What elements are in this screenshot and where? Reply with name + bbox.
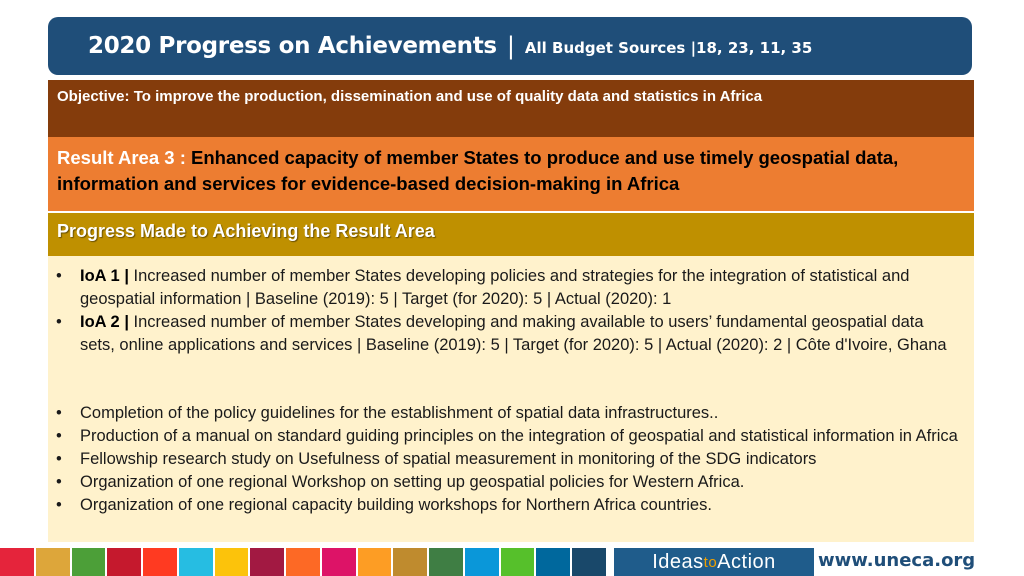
ioa-separator: | xyxy=(119,267,134,285)
list-item xyxy=(48,494,968,517)
sdg-color-block-3 xyxy=(72,548,106,576)
page-subtitle: All Budget Sources |18, 23, 11, 35 xyxy=(524,39,813,57)
sdg-color-block-12 xyxy=(393,548,427,576)
sdg-color-strip xyxy=(0,548,608,576)
result-area-label: Result Area 3 : xyxy=(57,147,186,168)
bullet: • xyxy=(56,404,62,422)
logo-text-action: Action xyxy=(717,550,776,573)
activity-list xyxy=(48,402,968,517)
ideas-to-action-logo xyxy=(614,548,814,576)
activity-text: Organization of one regional capacity building workshops for Northern Africa countries. xyxy=(80,496,712,514)
logo-text-ideas: Ideas xyxy=(652,550,704,573)
list-item xyxy=(48,425,968,448)
activity-text: Fellowship research study on Usefulness of spatial measurement in monitoring of the SDG indicators xyxy=(80,450,817,468)
bullet: • xyxy=(56,427,62,445)
sdg-color-block-5 xyxy=(143,548,177,576)
title-bar xyxy=(48,17,972,75)
result-area-text: Enhanced capacity of member States to produce and use timely geospatial data, information and services for evidence-based decision-making in Africa xyxy=(57,147,899,194)
objective-banner: Objective: To improve the production, dissemination and use of quality data and statistics in Africa xyxy=(48,80,974,137)
ioa-separator: | xyxy=(119,313,134,331)
activity-text: Production of a manual on standard guiding principles on the integration of geospatial and statistical information in Africa xyxy=(80,427,958,445)
sdg-color-block-14 xyxy=(465,548,499,576)
sdg-color-block-4 xyxy=(107,548,141,576)
sdg-color-block-15 xyxy=(501,548,535,576)
sdg-color-block-10 xyxy=(322,548,356,576)
ioa-list xyxy=(48,265,968,357)
sdg-color-block-7 xyxy=(215,548,249,576)
ioa-label: IoA 2 xyxy=(80,313,120,331)
list-item xyxy=(48,402,968,425)
content-panel xyxy=(48,256,974,542)
bullet: • xyxy=(56,496,62,514)
list-item xyxy=(48,265,968,311)
sdg-color-block-13 xyxy=(429,548,463,576)
activity-text: Completion of the policy guidelines for the establishment of spatial data infrastructures.. xyxy=(80,404,719,422)
sdg-color-block-9 xyxy=(286,548,320,576)
bullet: • xyxy=(56,450,62,468)
sdg-color-block-2 xyxy=(36,548,70,576)
page-title: 2020 Progress on Achievements xyxy=(88,33,497,59)
activity-text: Organization of one regional Workshop on setting up geospatial policies for Western Africa. xyxy=(80,473,745,491)
list-item xyxy=(48,448,968,471)
ioa-text: Increased number of member States developing policies and strategies for the integration of statistical and geospatial information | Baseline (2019): 5 | Target (for 2020): 5 | Actual (2020): 1 xyxy=(80,267,910,308)
bullet: • xyxy=(56,267,62,285)
website-url: www.uneca.org xyxy=(818,550,976,571)
title-separator: | xyxy=(506,32,515,60)
result-area-banner xyxy=(48,137,974,211)
list-item xyxy=(48,311,968,357)
ioa-label: IoA 1 xyxy=(80,267,120,285)
sdg-color-block-6 xyxy=(179,548,213,576)
sdg-color-block-17 xyxy=(572,548,606,576)
list-item xyxy=(48,471,968,494)
sdg-color-block-11 xyxy=(358,548,392,576)
logo-text-to: to xyxy=(703,553,718,571)
bullet: • xyxy=(56,313,62,331)
ioa-text: Increased number of member States developing and making available to users’ fundamental geospatial data sets, online applications and services | Baseline (2019): 5 | Target (for 2020): 5 | Actual (2020): 2 | Côte d'Ivoire, Ghana xyxy=(80,313,947,354)
sdg-color-block-8 xyxy=(250,548,284,576)
progress-heading: Progress Made to Achieving the Result Area xyxy=(48,213,974,256)
sdg-color-block-1 xyxy=(0,548,34,576)
bullet: • xyxy=(56,473,62,491)
sdg-color-block-16 xyxy=(536,548,570,576)
